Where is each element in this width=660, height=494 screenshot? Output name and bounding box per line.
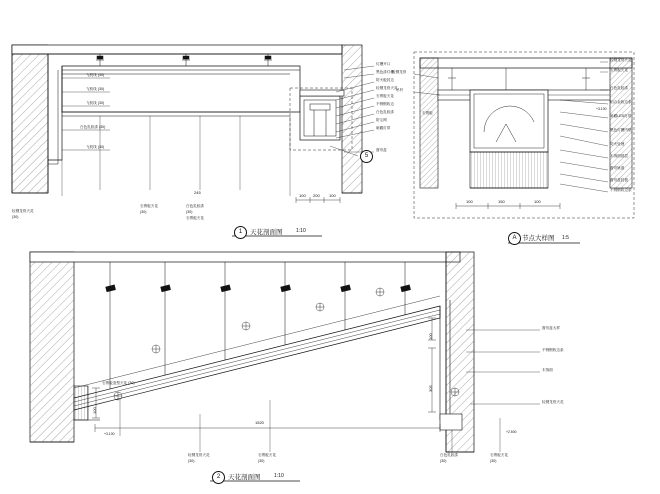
detail1-bottom-label-0: 轻钢龙骨天花 bbox=[12, 209, 34, 213]
detail2-bottom-label-1-code: (30) bbox=[258, 459, 265, 463]
detailA-right-label-8: 窗帘轨道 bbox=[610, 166, 625, 170]
detail2-right-label-0: 窗帘盒大样 bbox=[542, 326, 560, 330]
detail1-title: 天花剖面图 bbox=[250, 229, 283, 236]
detail2-right-label-3: 轻钢龙骨天花 bbox=[542, 400, 564, 404]
detail1-right-label-3: 轻钢龙骨天花 bbox=[376, 86, 398, 90]
detail1-right-label-6: 白色乳胶漆 bbox=[376, 110, 394, 114]
detail1-left-label-0: 飞机线 (30) bbox=[86, 73, 105, 77]
detail1-left-label-3: 白色乳胶漆 (30) bbox=[80, 125, 106, 129]
detail2-right-label-2: 木饰面 bbox=[542, 368, 553, 372]
detail2-bottom-label-0: 轻钢龙骨天花 bbox=[188, 453, 210, 457]
detailA-right-label-7: 木饰面基层 bbox=[610, 154, 628, 158]
detailA-number: A bbox=[508, 232, 521, 245]
detail1-left-label-1: 飞机线 (30) bbox=[86, 87, 105, 91]
detail2-dim-100a: 100 bbox=[428, 333, 433, 340]
detailA-right-label-2: 白色乳胶漆 bbox=[610, 86, 628, 90]
detailA-left-label-2: 石膏板 bbox=[422, 111, 433, 115]
detailA-dim-0: 100 bbox=[466, 199, 473, 204]
detail1-bottom-label-2-code: (30) bbox=[186, 210, 193, 214]
detailA-right-label-3: 铝合金收边条 bbox=[610, 100, 632, 104]
detailA-dim-1: 150 bbox=[498, 199, 505, 204]
detail1-dim-2: 200 bbox=[313, 193, 320, 198]
detailA-right-label-5: 黑色灯槽内壁 bbox=[610, 128, 632, 132]
detail1-dim-3: 100 bbox=[329, 193, 336, 198]
detail1-right-label-8: 暗藏灯带 bbox=[376, 126, 391, 130]
detail2-dim-100b: 100 bbox=[92, 407, 97, 414]
detail1-right-label-1: 黑色漆灯槽 bbox=[376, 70, 394, 74]
detail1-right-label-0: 灯槽开口 bbox=[376, 62, 391, 66]
detail2-bottom-label-0-code: (30) bbox=[188, 459, 195, 463]
detail2-right-label-1: 不锈钢收边条 bbox=[542, 348, 564, 352]
detail2-bottom-label-3: 石膏板天花 bbox=[490, 453, 508, 457]
detail2-bottom-label-2: 白色乳胶漆 bbox=[440, 453, 458, 457]
detail2-title: 天花剖面图 bbox=[228, 474, 261, 481]
detail1-bottom-label-1-code: (30) bbox=[140, 210, 147, 214]
detail2-dim-305: 305 bbox=[428, 385, 433, 392]
detailA-scale: 1:5 bbox=[562, 235, 569, 241]
detailA-right-label-9: 窗帘盒封板 bbox=[610, 178, 628, 182]
detail1-right-label-5: 不锈钢收边 bbox=[376, 102, 394, 106]
detail1-right-label-9: 窗帘盒 bbox=[376, 148, 387, 152]
detail2-left-label-0: 石膏板造型天花 (30) bbox=[102, 381, 135, 385]
detail1-right-label-2: 防火板封边 bbox=[376, 78, 394, 82]
detailA-right-label-10: 不锈钢收边条 bbox=[610, 188, 632, 192]
detail1-dim-1: 100 bbox=[299, 193, 306, 198]
detail1-left-label-4: 飞机线 (30) bbox=[86, 145, 105, 149]
detail2-elev-0: +3.100 bbox=[104, 432, 115, 436]
detailA-right-label-1: 石膏板天花 bbox=[610, 68, 628, 72]
detail2-scale: 1:10 bbox=[274, 473, 284, 479]
detail1-right-label-7: 防尘网 bbox=[376, 118, 387, 122]
detail1-scale: 1:10 bbox=[296, 228, 306, 234]
detail2-elev-1: +2.500 bbox=[506, 430, 517, 434]
detail1-bottom-label-3: 石膏板天花 bbox=[186, 216, 204, 220]
detail1-bottom-label-0-code: (30) bbox=[12, 215, 19, 219]
detail1-left-label-2: 飞机线 (30) bbox=[86, 101, 105, 105]
detailA-left-label-0: 轻钢龙骨 bbox=[392, 70, 407, 74]
detail1-tag-5: 5 bbox=[360, 150, 373, 163]
detail1-bottom-label-2: 白色乳胶漆 bbox=[186, 204, 204, 208]
detail1-dim-0: 245 bbox=[194, 190, 201, 195]
detailA-title: 节点大样图 bbox=[522, 235, 555, 242]
detailA-right-label-6: 防火处理 bbox=[610, 142, 625, 146]
detail2-dim-1520: 1520 bbox=[255, 420, 264, 425]
detailA-dim-2: 100 bbox=[534, 199, 541, 204]
detail1-bottom-label-1: 石膏板天花 bbox=[140, 204, 158, 208]
detail1-number: 1 bbox=[234, 226, 247, 239]
detailA-right-label-0: 轻钢龙骨天花 bbox=[610, 58, 632, 62]
detail1-right-label-4: 石膏板天花 bbox=[376, 94, 394, 98]
detail2-number: 2 bbox=[212, 471, 225, 484]
detailA-elev-0: +3.100 bbox=[596, 107, 607, 111]
detailA-right-label-4: 暗藏LED灯带 bbox=[610, 114, 632, 118]
detailA-left-label-1: 吊杆 bbox=[396, 88, 404, 92]
detail2-bottom-label-3-code: (30) bbox=[490, 459, 497, 463]
detail2-bottom-label-1: 石膏板天花 bbox=[258, 453, 276, 457]
detail2-bottom-label-2-code: (30) bbox=[440, 459, 447, 463]
